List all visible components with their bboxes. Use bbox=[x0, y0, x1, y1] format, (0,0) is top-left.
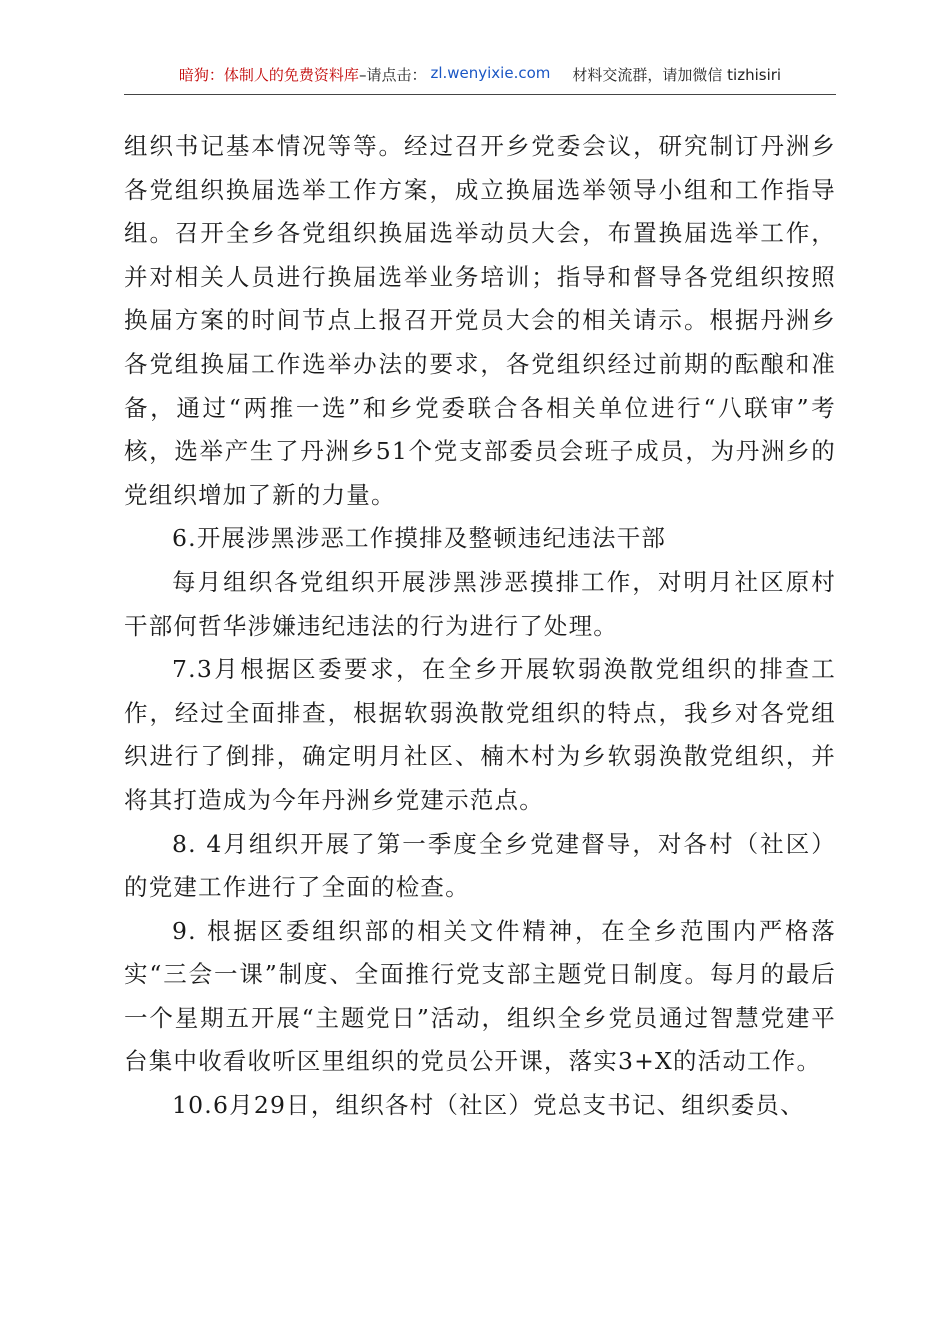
paragraph-8: 8. 4月组织开展了第一季度全乡党建督导，对各村（社区）的党建工作进行了全面的检查。 bbox=[124, 829, 836, 902]
paragraph-continuation: 组织书记基本情况等等。经过召开乡党委会议，研究制订丹洲乡各党组织换届选举工作方案，成立换届选举领导小组和工作指导组。召开全乡各党组织换届选举动员大会，布置换届选举工作，并对相关人员进行换届选举业务培训；指导和督导各党组织按照换届方案的时间节点上报召开党员大会的相关请示。根据丹洲乡各党组换届工作选举办法的要求，各党组织经过前期的酝酿和准备，通过“两推一选”和乡党委联合各相关单位进行“八联审”考核，选举产生了丹洲乡51个党支部委员会班子成员，为丹洲乡的党组织增加了新的力量。 bbox=[124, 132, 836, 509]
paragraph-6: 每月组织各党组织开展涉黑涉恶摸排工作，对明月社区原村干部何哲华涉嫌违纪违法的行为进行了处理。 bbox=[124, 567, 836, 640]
header-group-info: 材料交流群，请加微信 tizhisiri bbox=[572, 66, 782, 84]
section-heading-6: 6.开展涉黑涉恶工作摸排及整顿违纪违法干部 bbox=[172, 524, 667, 553]
header-link[interactable]: zl.wenyixie.com bbox=[430, 64, 551, 82]
header-click-prompt: –请点击： bbox=[358, 66, 427, 84]
paragraph-10: 10.6月29日，组织各村（社区）党总支书记、组织委员、 bbox=[172, 1091, 805, 1120]
document-body bbox=[124, 125, 836, 1128]
paragraph-9: 9. 根据区委组织部的相关文件精神，在全乡范围内严格落实“三会一课”制度、全面推行党支部主题党日制度。每月的最后一个星期五开展“主题党日”活动，组织全乡党员通过智慧党建平台集中收看收听区里组织的党员公开课，落实3+X的活动工作。 bbox=[124, 916, 836, 1076]
paragraph-7: 7.3月根据区委要求，在全乡开展软弱涣散党组织的排查工作，经过全面排查，根据软弱涣散党组织的特点，我乡对各党组织进行了倒排，确定明月社区、楠木村为乡软弱涣散党组织，并将其打造成为今年丹洲乡党建示范点。 bbox=[124, 655, 836, 814]
page-header bbox=[124, 64, 836, 95]
header-source-label: 暗狗：体制人的免费资料库 bbox=[178, 66, 359, 84]
